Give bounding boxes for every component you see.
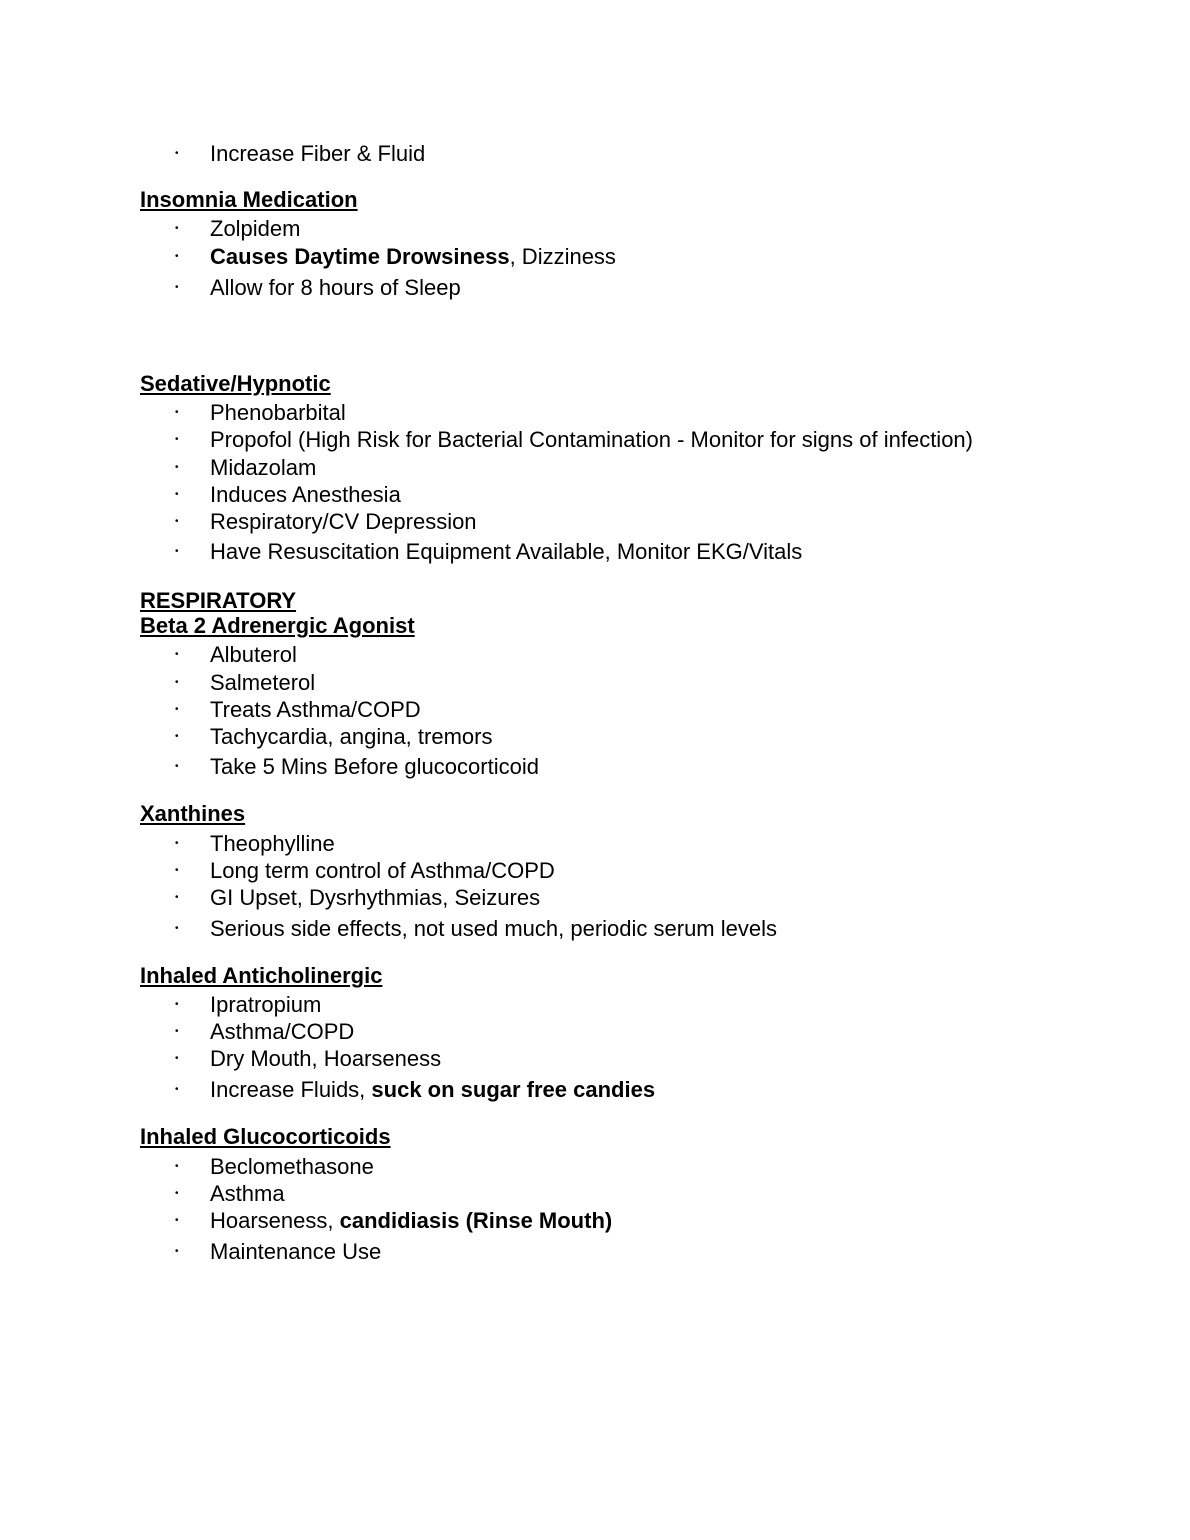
section-heading-insomnia: Insomnia Medication bbox=[140, 187, 358, 212]
list-item: Asthma/COPD bbox=[210, 1019, 355, 1044]
section-heading-sedative: Sedative/Hypnotic bbox=[140, 371, 331, 396]
bullet: • bbox=[175, 148, 179, 159]
list-item: Long term control of Asthma/COPD bbox=[210, 858, 555, 883]
section-heading-glucocorticoids: Inhaled Glucocorticoids bbox=[140, 1124, 391, 1149]
section-heading-xanthines: Xanthines bbox=[140, 801, 246, 826]
list-item: Treats Asthma/COPD bbox=[210, 697, 421, 722]
bold-text: suck on sugar free candies bbox=[371, 1077, 656, 1102]
list-item: Salmeterol bbox=[210, 670, 316, 695]
bullet: • bbox=[175, 1215, 179, 1226]
list-item bbox=[210, 1208, 612, 1234]
list-item: Allow for 8 hours of Sleep bbox=[210, 275, 461, 300]
bullet: • bbox=[175, 434, 179, 445]
bullet: • bbox=[175, 923, 179, 934]
bullet: • bbox=[175, 462, 179, 473]
bold-text: candidiasis (Rinse Mouth) bbox=[339, 1208, 613, 1233]
bullet: • bbox=[175, 677, 179, 688]
section-heading-respiratory: RESPIRATORY bbox=[140, 588, 297, 613]
list-item: Theophylline bbox=[210, 831, 335, 856]
text: Increase Fluids, bbox=[210, 1077, 372, 1102]
text: , Dizziness bbox=[509, 244, 616, 269]
list-item: Induces Anesthesia bbox=[210, 482, 401, 507]
bullet: • bbox=[175, 999, 179, 1010]
list-item bbox=[210, 244, 616, 270]
bullet: • bbox=[175, 1084, 179, 1095]
list-item: Maintenance Use bbox=[210, 1239, 382, 1264]
list-item: Midazolam bbox=[210, 455, 317, 480]
list-item: Ipratropium bbox=[210, 992, 322, 1017]
bullet: • bbox=[175, 1246, 179, 1257]
list-item: Propofol (High Risk for Bacterial Contamination - Monitor for signs of infection) bbox=[210, 427, 973, 452]
list-item: Zolpidem bbox=[210, 216, 301, 241]
bullet: • bbox=[175, 546, 179, 557]
bullet: • bbox=[175, 516, 179, 527]
bullet: • bbox=[175, 1161, 179, 1172]
bullet: • bbox=[175, 649, 179, 660]
bullet: • bbox=[175, 731, 179, 742]
list-item: Albuterol bbox=[210, 642, 297, 667]
list-item: Phenobarbital bbox=[210, 400, 346, 425]
section-heading-anticholinergic: Inhaled Anticholinergic bbox=[140, 963, 383, 988]
bullet: • bbox=[175, 761, 179, 772]
section-heading-beta2: Beta 2 Adrenergic Agonist bbox=[140, 613, 415, 638]
bullet: • bbox=[175, 704, 179, 715]
bullet: • bbox=[175, 251, 179, 262]
text: Hoarseness, bbox=[210, 1208, 340, 1233]
list-item: Serious side effects, not used much, periodic serum levels bbox=[210, 916, 777, 941]
list-item: Have Resuscitation Equipment Available, Monitor EKG/Vitals bbox=[210, 539, 803, 564]
bullet: • bbox=[175, 407, 179, 418]
list-item: GI Upset, Dysrhythmias, Seizures bbox=[210, 885, 541, 910]
bullet: • bbox=[175, 223, 179, 234]
list-item: Tachycardia, angina, tremors bbox=[210, 724, 493, 749]
bullet: • bbox=[175, 1053, 179, 1064]
list-item: Take 5 Mins Before glucocorticoid bbox=[210, 754, 539, 779]
bullet: • bbox=[175, 282, 179, 293]
bold-text: Causes Daytime Drowsiness bbox=[210, 244, 510, 269]
list-item: Respiratory/CV Depression bbox=[210, 509, 477, 534]
bullet: • bbox=[175, 838, 179, 849]
bullet: • bbox=[175, 892, 179, 903]
list-item: Beclomethasone bbox=[210, 1154, 374, 1179]
list-item: Dry Mouth, Hoarseness bbox=[210, 1046, 442, 1071]
list-item: Increase Fiber & Fluid bbox=[210, 141, 426, 166]
bullet: • bbox=[175, 1026, 179, 1037]
bullet: • bbox=[175, 489, 179, 500]
bullet: • bbox=[175, 1188, 179, 1199]
bullet: • bbox=[175, 865, 179, 876]
list-item: Asthma bbox=[210, 1181, 285, 1206]
list-item bbox=[210, 1077, 655, 1103]
